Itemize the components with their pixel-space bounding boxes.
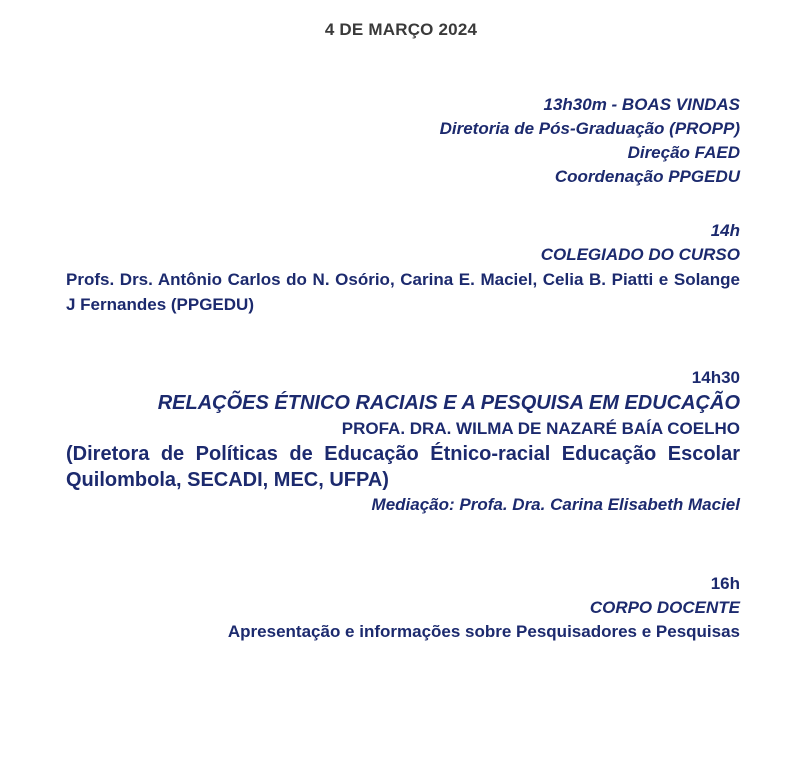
session-time: 13h30m - BOAS VINDAS	[543, 95, 740, 114]
session-relacoes	[66, 366, 740, 517]
session-time: 16h	[710, 574, 740, 593]
session-line: Coordenação PPGEDU	[554, 167, 740, 186]
session-people: Profs. Drs. Antônio Carlos do N. Osório, Carina E. Maciel, Celia B. Piatti e Solange J Fernandes (PPGEDU)	[66, 270, 740, 314]
session-colegiado	[66, 219, 740, 317]
session-line: Diretoria de Pós-Graduação (PROPP)	[439, 119, 740, 138]
session-welcome	[66, 93, 740, 189]
session-affiliation: (Diretora de Políticas de Educação Étnico-racial Educação Escolar Quilombola, SECADI, MEC, UFPA)	[66, 443, 740, 491]
session-title: COLEGIADO DO CURSO	[540, 245, 740, 264]
session-line: Direção FAED	[627, 143, 740, 162]
session-description: Apresentação e informações sobre Pesquisadores e Pesquisas	[227, 622, 740, 641]
session-corpo-docente	[66, 572, 740, 644]
session-time: 14h30	[691, 368, 740, 387]
session-title: RELAÇÕES ÉTNICO RACIAIS E A PESQUISA EM EDUCAÇÃO	[157, 392, 740, 414]
session-mediation: Mediação: Profa. Dra. Carina Elisabeth Maciel	[371, 495, 740, 514]
session-title: CORPO DOCENTE	[589, 598, 740, 617]
event-date: 4 DE MARÇO 2024	[324, 20, 478, 39]
session-time: 14h	[710, 221, 740, 240]
session-speaker: PROFA. DRA. WILMA DE NAZARÉ BAÍA COELHO	[341, 419, 740, 438]
